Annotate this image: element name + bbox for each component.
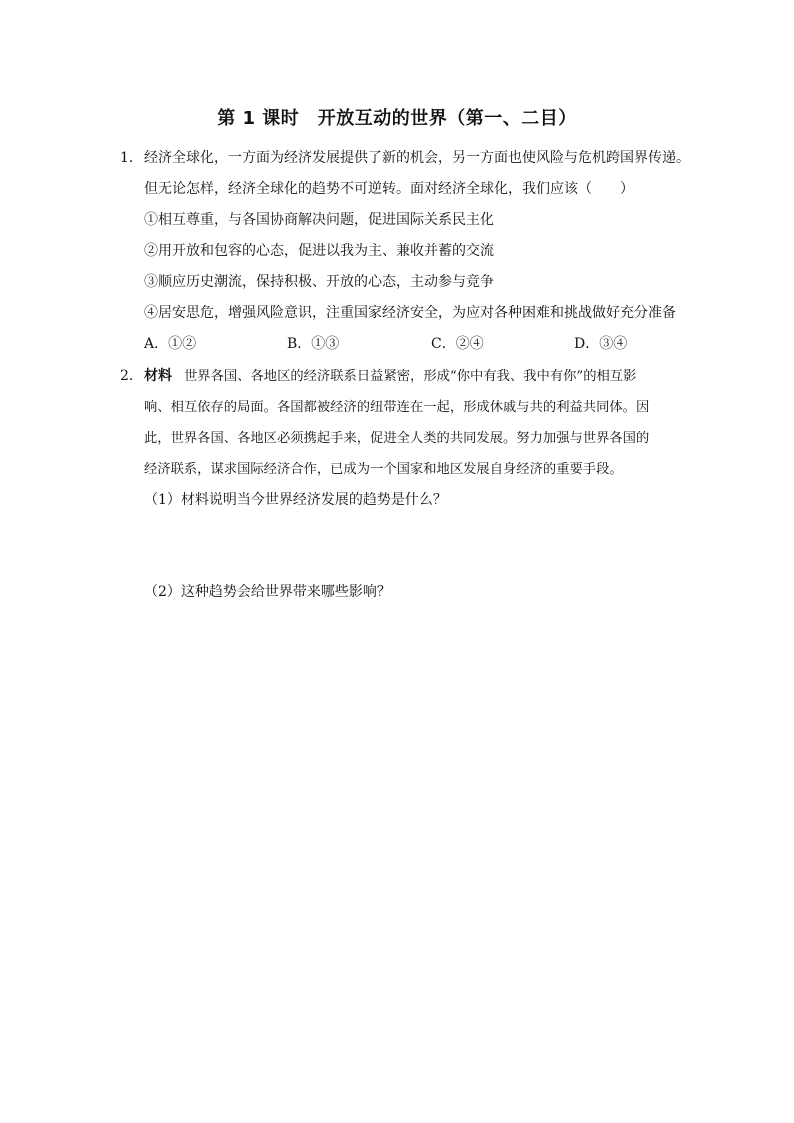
question-2-material-line-1 bbox=[144, 365, 636, 385]
material-text-line-1: 世界各国、各地区的经济联系日益紧密，形成“你中有我、我中有你”的相互影 bbox=[184, 369, 637, 384]
question-1-stem-line-2: 但无论怎样，经济全球化的趋势不可逆转。面对经济全球化，我们应该（ ） bbox=[144, 181, 634, 197]
question-1-statement-3: ③顺应历史潮流，保持积极、开放的心态，主动参与竞争 bbox=[144, 274, 494, 290]
question-1-stem-line-1: 经济全球化，一方面为经济发展提供了新的机会，另一方面也使风险与危机跨国界传递。 bbox=[144, 150, 690, 166]
question-1-statement-1: ①相互尊重，与各国协商解决问题，促进国际关系民主化 bbox=[144, 212, 494, 228]
question-1-option-d: D．③④ bbox=[574, 336, 628, 352]
question-1-option-c: C．②④ bbox=[431, 336, 484, 352]
question-1-statement-2: ②用开放和包容的心态，促进以我为主、兼收并蓄的交流 bbox=[144, 243, 494, 259]
question-1-statement-4: ④居安思危，增强风险意识，注重国家经济安全，为应对各种困难和挑战做好充分准备 bbox=[144, 305, 676, 321]
question-2-material-line-2: 响、相互依存的局面。各国都被经济的纽带连在一起，形成休戚与共的利益共同体。因 bbox=[144, 400, 650, 415]
question-2-number: 2． bbox=[120, 368, 143, 384]
page-title: 第 1 课时 开放互动的世界（第一、二目） bbox=[217, 108, 577, 129]
question-1-option-a: A．①② bbox=[144, 336, 197, 352]
question-2-material-line-3: 此，世界各国、各地区必须携起手来，促进全人类的共同发展。努力加强与世界各国的 bbox=[144, 431, 650, 446]
question-2-sub-question-2: （2）这种趋势会给世界带来哪些影响？ bbox=[144, 584, 391, 600]
question-1-option-b: B．①③ bbox=[287, 336, 340, 352]
question-1-number: 1． bbox=[120, 150, 143, 166]
question-2-sub-question-1: （1）材料说明当今世界经济发展的趋势是什么？ bbox=[144, 492, 447, 508]
material-label: 材料 bbox=[144, 368, 172, 384]
question-2-material-line-4: 经济联系，谋求国际经济合作，已成为一个国家和地区发展自身经济的重要手段。 bbox=[144, 462, 623, 477]
